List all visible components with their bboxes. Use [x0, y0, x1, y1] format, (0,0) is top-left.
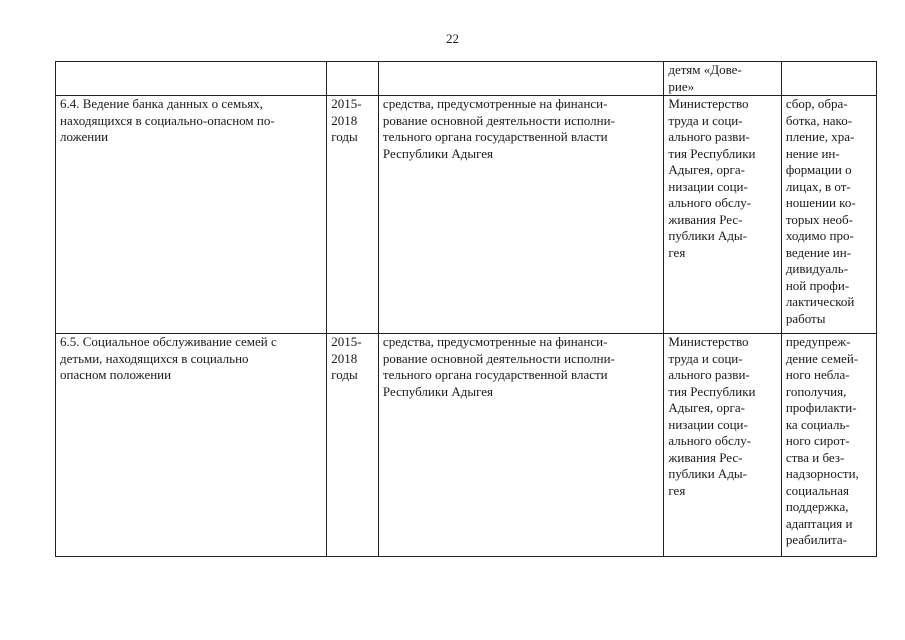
activity-text: 6.4. Ведение банка данных о семьях, находящихся в социально-опасном по- ложении: [60, 96, 275, 144]
funding-text: средства, предусмотренные на финанси- рование основной деятельности исполни- тельного органа государственной власти Республики Адыгея: [382, 96, 615, 161]
period-text: 2015- 2018 годы: [331, 334, 362, 382]
result-cell: [781, 96, 876, 334]
result-text: предупреж- дение семей- ного небла- гополучия, профилакти- ка социаль- ного сирот- ства и без- надзорности, социальная поддержка, адаптация и реабилита-: [785, 334, 859, 547]
table-row-6-5: [56, 334, 877, 557]
executor-text: Министерство труда и соци- ального разви- тия Республики Адыгея, орга- низации соци- ального обслу- живания Рес- публики Ады- гея: [668, 96, 756, 260]
executor-text: детям «Дове- рие»: [668, 62, 742, 94]
executor-cell: [664, 96, 781, 334]
table-row-continuation: [56, 62, 877, 96]
activity-cell: [56, 96, 327, 334]
funding-text: средства, предусмотренные на финанси- рование основной деятельности исполни- тельного органа государственной власти Республики Адыгея: [382, 334, 615, 399]
activity-cell: [56, 62, 327, 96]
executor-text: Министерство труда и соци- ального разви- тия Республики Адыгея, орга- низации соци- ального обслу- живания Рес- публики Ады- гея: [668, 334, 756, 498]
period-cell: [327, 62, 379, 96]
executor-cell: [664, 334, 781, 557]
page-number: 22: [446, 31, 459, 46]
period-cell: [327, 334, 379, 557]
funding-cell: [378, 334, 663, 557]
executor-cell: [664, 62, 781, 96]
program-table: [55, 61, 877, 557]
activity-cell: [56, 334, 327, 557]
funding-cell: [378, 62, 663, 96]
funding-cell: [378, 96, 663, 334]
period-cell: [327, 96, 379, 334]
period-text: 2015- 2018 годы: [331, 96, 362, 144]
table-row-6-4: [56, 96, 877, 334]
result-text: сбор, обра- ботка, нако- пление, хра- нение ин- формации о лицах, в от- ношении ко- торых необ- ходимо про- ведение ин- дивидуаль- ной профи- лактической работы: [785, 96, 856, 326]
activity-text: 6.5. Социальное обслуживание семей с детьми, находящихся в социально опасном положении: [60, 334, 277, 382]
result-cell: [781, 62, 876, 96]
result-cell: [781, 334, 876, 557]
